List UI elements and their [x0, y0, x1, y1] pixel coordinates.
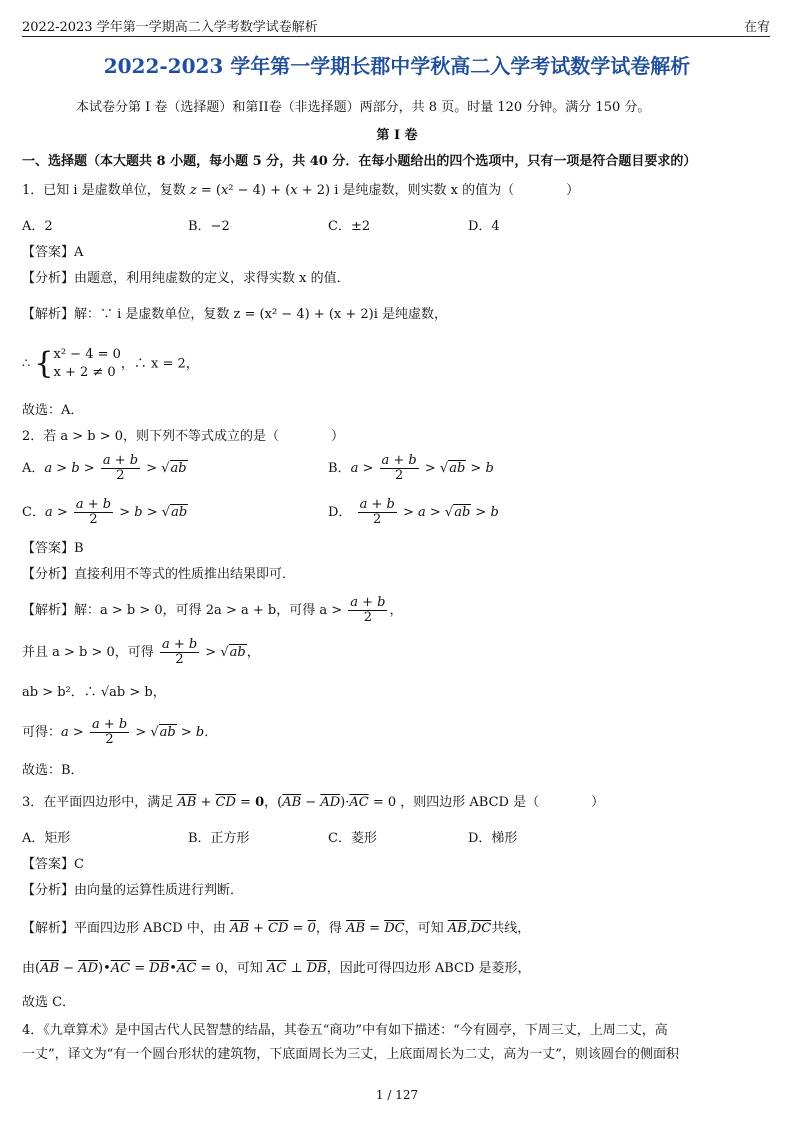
q1-analysis: 【分析】由题意，利用纯虚数的定义，求得实数 x 的值． [22, 271, 350, 286]
q1-option-c: C．±2 [328, 219, 371, 234]
q3-solution-1: 【解析】平面四边形 ABCD 中，由 $\overline{AB} + \overline{CD} = 0$，得 $\overline{AB} = \overline{DC}$，可知 $\overline{AB},\overline{DC}$共线， [22, 921, 531, 936]
q2-solution-4: 可得：a > $\frac{a + b}{2}$ > √ab > b． [22, 717, 218, 747]
q3-option-c: C．菱形 [328, 831, 377, 846]
q1-solution: 【解析】解：∵ i 是虚数单位，复数 z = (x² − 4) + (x + 2)i 是纯虚数， [22, 307, 448, 322]
q4-line-1: 4．《九章算术》是中国古代人民智慧的结晶，其卷五“商功”中有如下描述：“今有圆亭，下周三丈，上周二丈，高 [22, 1023, 668, 1038]
section-heading: 一、选择题（本大题共 8 小题，每小题 5 分，共 40 分．在每小题给出的四个选项中，只有一项是符合题目要求的） [22, 154, 697, 169]
q1-option-d: D．4 [468, 219, 500, 234]
q3-analysis: 【分析】由向量的运算性质进行判断． [22, 883, 244, 898]
q1-answer: 【答案】A [22, 245, 84, 260]
q2-option-b: B．a > $\frac{a + b}{2}$ > √ab > b [328, 453, 494, 483]
page-title: 2022-2023 学年第一学期长郡中学秋高二入学考试数学试卷解析 [103, 54, 691, 78]
q1-system: ∴ {x² − 4 = 0 x + 2 ≠ 0，∴ x = 2， [22, 346, 199, 381]
q1-option-b: B．−2 [188, 219, 230, 234]
q1-option-a: A．2 [22, 219, 53, 234]
q2-solution-3: ab > b²．∴ √ab > b， [22, 685, 166, 700]
q4-line-2: 一丈”，译文为“有一个圆台形状的建筑物，下底面周长为三丈，上底面周长为二丈，高为一丈”，则该圆台的侧面积 [22, 1047, 679, 1062]
q2-analysis: 【分析】直接利用不等式的性质推出结果即可． [22, 567, 296, 582]
page-number: 1 / 127 [375, 1088, 419, 1102]
q2-option-c: C．a > $\frac{a + b}{2}$ > b > √ab [22, 497, 188, 527]
q1-stem: 1．已知 i 是虚数单位，复数 z = (x² − 4) + (x + 2) i 是纯虚数，则实数 x 的值为（ ） [22, 183, 580, 198]
volume-heading: 第 I 卷 [376, 128, 418, 143]
q2-choose: 故选：B． [22, 763, 84, 778]
q3-answer: 【答案】C [22, 857, 84, 872]
q3-option-a: A．矩形 [22, 831, 71, 846]
q3-solution-2: 由($\overline{AB}$ − $\overline{AD})•\overline{AC}$ = $\overline{DB}•\overline{AC} = 0$，可知 $\overline{AC}$ ⊥ $\overline{DB}$，因此可得四边形 ABCD 是菱形， [22, 961, 531, 976]
q2-solution-2: 并且 a > b > 0，可得 $\frac{a + b}{2}$ > √ab， [22, 637, 260, 667]
q3-option-d: D．梯形 [468, 831, 518, 846]
q1-choose: 故选：A． [22, 403, 84, 418]
q2-option-d: D． $\frac{a + b}{2}$ > a > √ab > b [328, 497, 499, 527]
q2-answer: 【答案】B [22, 541, 84, 556]
header-right: 在宥 [743, 20, 770, 35]
page-header [22, 12, 770, 37]
q2-stem: 2．若 a > b > 0，则下列不等式成立的是（ ） [22, 429, 345, 444]
q3-choose: 故选 C． [22, 995, 76, 1010]
q2-option-a: A．a > b > $\frac{a + b}{2}$ > √ab [22, 453, 187, 483]
exam-intro: 本试卷分第 I 卷（选择题）和第II卷（非选择题）两部分，共 8 页。时量 120 分钟。满分 150 分。 [76, 100, 651, 115]
q3-stem: 3．在平面四边形中，满足 $\overline{AB} + \overline{CD} = 0$，$(\overline{AB} - \overline{AD})\cdot\overline{AC} = 0$ ，则四边形 ABCD 是（ ） [22, 795, 605, 810]
q2-solution-1: 【解析】解：a > b > 0，可得 2a > a + b，可得 a > $\frac{a + b}{2}$ ， [22, 595, 403, 625]
header-left: 2022-2023 学年第一学期高二入学考数学试卷解析 [22, 20, 318, 35]
q3-option-b: B．正方形 [188, 831, 250, 846]
